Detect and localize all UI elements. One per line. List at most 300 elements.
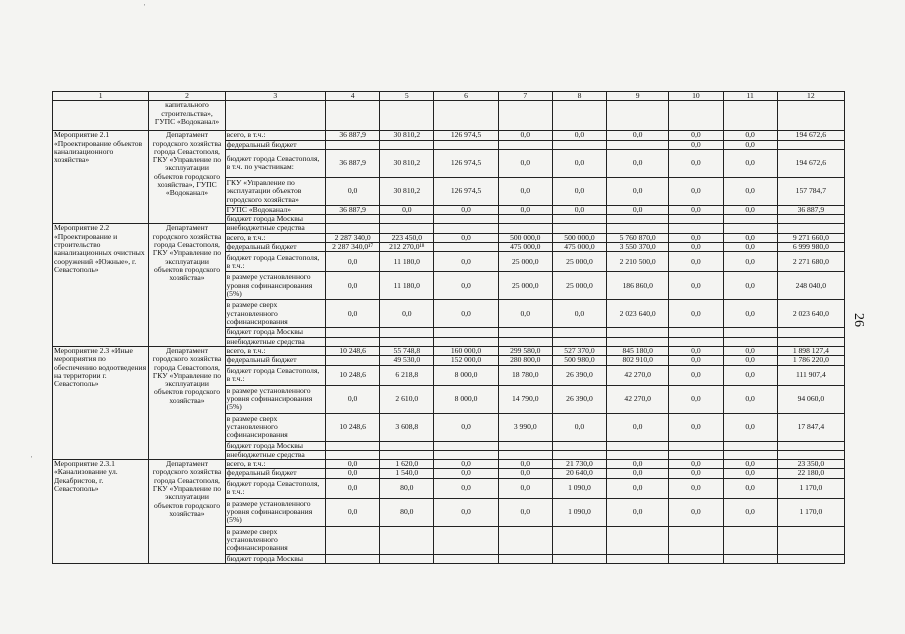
table-cell: 80,0 [380,498,434,526]
table-cell: 21 730,0 [552,460,606,469]
table-cell [723,450,777,459]
table-cell [669,215,723,224]
table-cell: 845 180,0 [607,346,669,355]
table-cell: 49 530,0 [380,356,434,365]
table-cell: 0,0 [723,346,777,355]
table-cell: 0,0 [669,177,723,205]
table-cell: 0,0 [552,149,606,177]
table-cell [552,337,606,346]
table-cell: 0,0 [380,205,434,214]
table-cell: 10 248,6 [326,365,380,385]
table-cell: 500 000,0 [552,233,606,242]
table-cell [552,450,606,459]
table-cell: 6 999 980,0 [777,243,844,252]
table-cell: всего, в т.ч.: [225,131,325,140]
table-cell: 0,0 [434,252,498,272]
table-cell [552,140,606,149]
table-cell: 80,0 [380,478,434,498]
table-cell [723,526,777,554]
table-cell: 0,0 [326,252,380,272]
table-cell [607,526,669,554]
table-cell: 26 390,0 [552,365,606,385]
table-cell [607,215,669,224]
table-cell: 0,0 [669,498,723,526]
table-cell: 0,0 [326,300,380,328]
table-cell: 0,0 [723,243,777,252]
table-cell: федеральный бюджет [225,140,325,149]
table-cell: 0,0 [498,205,552,214]
table-cell [607,328,669,337]
table-cell: 0,0 [723,205,777,214]
header-row [53,92,845,101]
table-cell: 0,0 [669,243,723,252]
table-cell: 0,0 [669,469,723,478]
table-cell: 0,0 [498,460,552,469]
table-cell: 22 180,0 [777,469,844,478]
table-cell [723,101,777,131]
table-cell [380,215,434,224]
table-cell [607,441,669,450]
table-cell: всего, в т.ч.: [225,346,325,355]
table-cell [434,243,498,252]
table-cell: федеральный бюджет [225,356,325,365]
table-cell: 10 248,6 [326,413,380,441]
table-cell: 0,0 [723,300,777,328]
table-cell [380,554,434,563]
table-cell [669,328,723,337]
table-cell: бюджет города Москвы [225,215,325,224]
table-cell [498,140,552,149]
table-cell [498,337,552,346]
table-cell: 5 760 870,0 [607,233,669,242]
table-cell: 0,0 [434,460,498,469]
table-cell: 0,0 [723,469,777,478]
table-cell: 0,0 [326,498,380,526]
table-cell: бюджет города Москвы [225,328,325,337]
table-cell: 6 218,8 [380,365,434,385]
table-cell: 7 [498,92,552,101]
table-cell [669,101,723,131]
table-cell: Департамент городского хозяйства города Севастополя, ГКУ «Управление по эксплуатации объектов городского хозяйства» [149,346,225,459]
table-cell [326,224,380,233]
table-cell: бюджет города Москвы [225,441,325,450]
table-cell: 0,0 [498,469,552,478]
table-cell: 0,0 [669,365,723,385]
table-cell: в размере сверх установленного софинансирования [225,526,325,554]
table-cell: всего, в т.ч.: [225,233,325,242]
table-cell: ГУПС «Водоканал» [225,205,325,214]
table-cell: 500 000,0 [498,233,552,242]
table-cell [380,441,434,450]
table-cell: 527 370,0 [552,346,606,355]
table-cell: 8 000,0 [434,365,498,385]
table-cell: 2 023 640,0 [777,300,844,328]
table-cell: 12 [777,92,844,101]
table-cell: 157 784,7 [777,177,844,205]
table-cell [380,526,434,554]
table-cell [498,215,552,224]
table-cell: 1 090,0 [552,498,606,526]
table-cell: 1 898 127,4 [777,346,844,355]
table-cell: 0,0 [723,177,777,205]
table-cell: Мероприятие 2.1 «Проектирование объектов канализационного хозяйства» [53,131,149,224]
table-cell [498,328,552,337]
table-cell: 0,0 [434,469,498,478]
table-cell: 0,0 [723,413,777,441]
table-cell: 0,0 [669,205,723,214]
table-cell [723,337,777,346]
table-cell: федеральный бюджет [225,243,325,252]
table-cell: 0,0 [723,140,777,149]
table-cell: Мероприятие 2.3 «Иные мероприятия по обеспечению водоотведения на территории г. Севастополь» [53,346,149,459]
table-cell: 299 580,0 [498,346,552,355]
table-cell: 0,0 [552,131,606,140]
table-cell [498,450,552,459]
table-cell: 0,0 [326,469,380,478]
table-cell: 26 390,0 [552,385,606,413]
table-cell [777,337,844,346]
table-cell [380,328,434,337]
table-cell: 0,0 [723,460,777,469]
table-cell: 0,0 [723,272,777,300]
table-cell: 0,0 [434,205,498,214]
table-cell [669,441,723,450]
table-cell: 1 540,0 [380,469,434,478]
table-cell: 1 090,0 [552,478,606,498]
table-cell: 212 270,0¹⁸ [380,243,434,252]
table-cell: 0,0 [607,177,669,205]
table-cell: 0,0 [434,300,498,328]
table-cell: 42 270,0 [607,385,669,413]
table-cell: 0,0 [669,356,723,365]
table-cell: Мероприятие 2.2 «Проектирование и строительство канализационных очистных сооружений «Южные», г. Севастополь» [53,224,149,346]
table-cell [607,224,669,233]
table-cell [552,441,606,450]
table-cell [607,554,669,563]
table-cell [434,224,498,233]
table-cell: 14 790,0 [498,385,552,413]
table-cell [434,101,498,131]
table-cell [498,441,552,450]
table-cell: 36 887,9 [777,205,844,214]
table-cell: 126 974,5 [434,131,498,140]
table-cell [326,140,380,149]
table-cell [723,328,777,337]
table-cell: 0,0 [607,205,669,214]
table-cell: 0,0 [498,149,552,177]
table-cell [326,356,380,365]
table-cell: 0,0 [723,478,777,498]
table-cell: 0,0 [434,233,498,242]
table-cell: Мероприятие 2.3.1 «Канализование ул. Декабристов, г. Севастополь» [53,460,149,564]
table-cell [434,215,498,224]
table-cell: 0,0 [434,413,498,441]
table-cell: 1 170,0 [777,498,844,526]
table-cell [380,224,434,233]
table-cell [326,101,380,131]
table-cell [498,101,552,131]
table-cell: 0,0 [434,478,498,498]
table-cell: 10 [669,92,723,101]
table-cell [723,441,777,450]
table-cell [669,224,723,233]
table-cell: 0,0 [552,205,606,214]
table-cell: бюджет города Севастополя, в т.ч.: [225,252,325,272]
table-cell: 248 040,0 [777,272,844,300]
table-cell: 475 000,0 [552,243,606,252]
table-cell: 0,0 [669,233,723,242]
table-cell [777,526,844,554]
table-cell: 0,0 [669,346,723,355]
table-cell [225,101,325,131]
table-cell [552,215,606,224]
table-cell: 0,0 [723,385,777,413]
table-cell: 0,0 [723,233,777,242]
table-cell: 25 000,0 [498,272,552,300]
table-cell: 0,0 [669,149,723,177]
table-cell: 0,0 [380,300,434,328]
table-cell: 0,0 [326,177,380,205]
table-cell: 0,0 [669,252,723,272]
table-cell: 3 990,0 [498,413,552,441]
table-cell [777,215,844,224]
table-cell: 3 [225,92,325,101]
table-cell: 0,0 [498,300,552,328]
table-cell [380,140,434,149]
table-cell [723,215,777,224]
table-cell: Департамент городского хозяйства города Севастополя, ГКУ «Управление по эксплуатации объектов городского хозяйства» [149,460,225,564]
table-cell: 23 350,0 [777,460,844,469]
table-cell: 475 000,0 [498,243,552,252]
table-cell: 0,0 [669,460,723,469]
table-cell: 4 [326,92,380,101]
table-cell: 152 000,0 [434,356,498,365]
table-cell [434,450,498,459]
table-cell: 0,0 [607,131,669,140]
table-cell: 0,0 [607,478,669,498]
table-cell [326,450,380,459]
table-cell: 0,0 [498,131,552,140]
table-cell [434,328,498,337]
table-row [53,460,845,469]
table-cell: 8 [552,92,606,101]
table-cell: 0,0 [552,177,606,205]
table-cell [434,526,498,554]
table-cell: 194 672,6 [777,131,844,140]
table-cell: 0,0 [723,365,777,385]
table-cell: бюджет города Москвы [225,554,325,563]
table-cell: 0,0 [669,385,723,413]
table-cell [380,450,434,459]
table-cell [669,337,723,346]
table-cell [498,224,552,233]
table-cell: 0,0 [607,498,669,526]
table-cell: 25 000,0 [498,252,552,272]
table-cell: 0,0 [723,356,777,365]
table-cell: 3 608,8 [380,413,434,441]
scan-mark: ˈ [143,3,146,12]
table-cell [669,450,723,459]
table-cell [723,554,777,563]
table-cell [380,101,434,131]
table-cell [552,526,606,554]
table-cell [326,526,380,554]
table-cell: 126 974,5 [434,149,498,177]
table-cell: в размере установленного уровня софинансирования (5%) [225,272,325,300]
table-cell: 1 [53,92,149,101]
table-cell [434,337,498,346]
table-cell: 55 748,8 [380,346,434,355]
table-cell: в размере сверх установленного софинансирования [225,300,325,328]
table-row [53,224,845,233]
table-cell: 0,0 [669,131,723,140]
table-cell [777,441,844,450]
table-cell: внебюджетные средства [225,337,325,346]
table-cell [777,554,844,563]
table-cell: 160 000,0 [434,346,498,355]
table-cell: 1 170,0 [777,478,844,498]
table-cell [607,337,669,346]
table-cell: 0,0 [723,149,777,177]
table-cell: 8 000,0 [434,385,498,413]
table-cell [552,101,606,131]
table-cell [380,337,434,346]
table-cell [53,101,149,131]
table-cell [326,441,380,450]
table-cell: в размере сверх установленного софинансирования [225,413,325,441]
table-cell: 0,0 [607,413,669,441]
table-cell [607,450,669,459]
table-cell: 1 786 220,0 [777,356,844,365]
table-cell: внебюджетные средства [225,450,325,459]
table-cell: 5 [380,92,434,101]
table-cell: 0,0 [669,413,723,441]
table-cell: 0,0 [607,460,669,469]
table-cell: всего, в т.ч.: [225,460,325,469]
table-cell: 18 780,0 [498,365,552,385]
table-cell: 0,0 [552,413,606,441]
table-cell: 0,0 [723,498,777,526]
table-cell: 36 887,9 [326,131,380,140]
table-cell: 2 287 340,0¹⁷ [326,243,380,252]
table-cell: 3 550 370,0 [607,243,669,252]
table-cell [607,140,669,149]
table-cell: 0,0 [326,385,380,413]
table-cell: 194 672,6 [777,149,844,177]
table-cell: 10 248,6 [326,346,380,355]
table-cell: 0,0 [326,478,380,498]
table-cell: 126 974,5 [434,177,498,205]
table-cell: 36 887,9 [326,149,380,177]
table-cell: в размере установленного уровня софинансирования (5%) [225,498,325,526]
table-cell: 0,0 [669,478,723,498]
table-cell: 2 210 500,0 [607,252,669,272]
table-cell: 30 810,2 [380,131,434,140]
table-cell: 2 [149,92,225,101]
table-cell: 1 620,0 [380,460,434,469]
budget-table [52,91,845,564]
table-cell: 0,0 [326,460,380,469]
table-cell: 6 [434,92,498,101]
table-cell: Департамент городского хозяйства города Севастополя, ГКУ «Управление по эксплуатации объектов городского хозяйства» [149,224,225,346]
table-cell: 223 450,0 [380,233,434,242]
table-cell [777,450,844,459]
table-cell [777,140,844,149]
table-cell: 2 610,0 [380,385,434,413]
table-cell: 280 800,0 [498,356,552,365]
table-cell: 17 847,4 [777,413,844,441]
table-cell [777,328,844,337]
table-cell [607,101,669,131]
table-cell [498,526,552,554]
table-row [53,346,845,355]
table-cell: 11 180,0 [380,272,434,300]
table-row [53,101,845,131]
table-cell: 0,0 [498,177,552,205]
table-cell: в размере установленного уровня софинансирования (5%) [225,385,325,413]
table-cell: 9 [607,92,669,101]
table-cell: 0,0 [723,131,777,140]
table-cell: 20 640,0 [552,469,606,478]
table-cell [434,441,498,450]
table-cell: Департамент городского хозяйства города Севастополя, ГКУ «Управление по эксплуатации объектов городского хозяйства», ГУПС «Водоканал» [149,131,225,224]
table-cell: федеральный бюджет [225,469,325,478]
table-cell: 0,0 [669,272,723,300]
table-cell: 30 810,2 [380,177,434,205]
table-cell: ГКУ «Управление по эксплуатации объектов городского хозяйства» [225,177,325,205]
table-cell: 0,0 [723,252,777,272]
table-cell: 11 180,0 [380,252,434,272]
table-cell: 0,0 [669,300,723,328]
table-cell: 0,0 [552,300,606,328]
table-cell: 186 860,0 [607,272,669,300]
table-cell: 2 287 340,0 [326,233,380,242]
table-cell [326,215,380,224]
table-cell: 0,0 [498,498,552,526]
table-cell: 25 000,0 [552,252,606,272]
table-cell: капитального строительства», ГУПС «Водоканал» [149,101,225,131]
table-cell: 2 023 640,0 [607,300,669,328]
scan-mark: ˈ [30,455,33,464]
table-cell [552,328,606,337]
table-cell: 2 271 680,0 [777,252,844,272]
table-cell [777,101,844,131]
table-cell [434,140,498,149]
table-cell: 0,0 [669,140,723,149]
table-cell [552,224,606,233]
table-cell: бюджет города Севастополя, в т.ч. по участникам: [225,149,325,177]
table-cell: 111 907,4 [777,365,844,385]
table-row [53,131,845,140]
table-cell: 0,0 [498,478,552,498]
table-cell: 0,0 [607,149,669,177]
table-cell: 802 910,0 [607,356,669,365]
table-cell: 0,0 [326,272,380,300]
table-cell: 0,0 [434,498,498,526]
table-cell [498,554,552,563]
table-cell: бюджет города Севастополя, в т.ч.: [225,478,325,498]
table-cell: внебюджетные средства [225,224,325,233]
table-cell [434,554,498,563]
table-cell: 0,0 [434,272,498,300]
table-cell [552,554,606,563]
table-cell [669,526,723,554]
table-cell: 25 000,0 [552,272,606,300]
table-cell: 11 [723,92,777,101]
table-cell: 42 270,0 [607,365,669,385]
page-number: 26 [851,313,866,327]
table-cell: 500 980,0 [552,356,606,365]
